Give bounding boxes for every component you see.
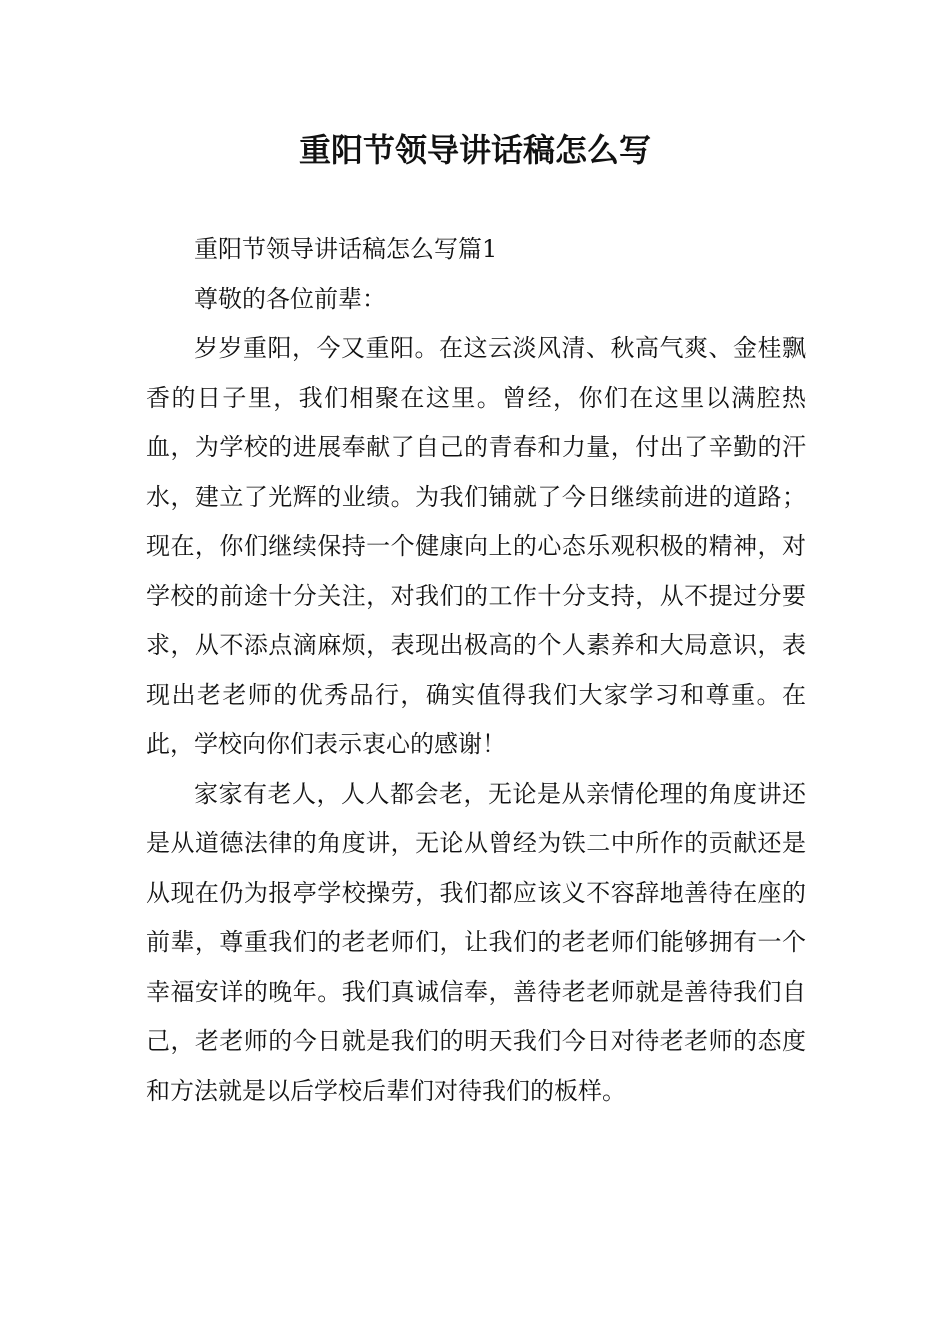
document-body — [146, 225, 806, 1116]
paragraph: 岁岁重阳，今又重阳。在这云淡风清、秋高气爽、金桂飘香的日子里，我们相聚在这里。曾经，你们在这里以满腔热血，为学校的进展奉献了自己的青春和力量，付出了辛勤的汗水，建立了光辉的业绩。为我们铺就了今日继续前进的道路；现在，你们继续保持一个健康向上的心态乐观积极的精神，对学校的前途十分关注，对我们的工作十分支持，从不提过分要求，从不添点滴麻烦，表现出极高的个人素养和大局意识，表现出老老师的优秀品行，确实值得我们大家学习和尊重。在此，学校向你们表示衷心的感谢！ — [146, 334, 806, 758]
document-title: 重阳节领导讲话稿怎么写 — [298, 131, 651, 169]
paragraph: 家家有老人，人人都会老，无论是从亲情伦理的角度讲还是从道德法律的角度讲，无论从曾经为铁二中所作的贡献还是从现在仍为报亭学校操劳，我们都应该义不容辞地善待在座的前辈，尊重我们的老老师们，让我们的老老师们能够拥有一个幸福安详的晚年。我们真诚信奉，善待老老师就是善待我们自己，老老师的今日就是我们的明天我们今日对待老老师的态度和方法就是以后学校后辈们对待我们的板样。 — [146, 779, 806, 1105]
section-heading: 重阳节领导讲话稿怎么写篇1 — [194, 235, 498, 263]
salutation: 尊敬的各位前辈： — [194, 284, 386, 313]
